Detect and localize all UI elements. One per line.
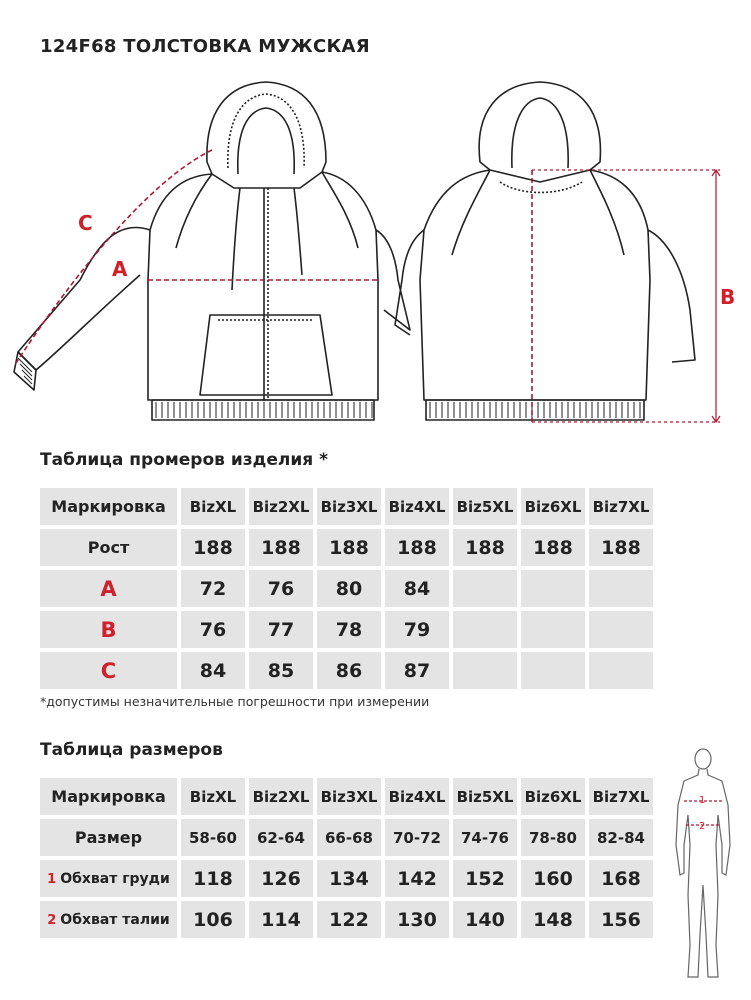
size-cell: Biz2XL — [249, 488, 313, 525]
size-cell: Biz3XL — [317, 488, 381, 525]
back-body — [420, 170, 650, 400]
value-cell: 85 — [249, 652, 313, 689]
size-cell: Biz4XL — [385, 778, 449, 815]
size-cell: BizXL — [181, 488, 245, 525]
front-body — [148, 172, 378, 400]
size-cell: Biz6XL — [521, 778, 585, 815]
table-row — [40, 529, 653, 566]
table-row — [40, 819, 653, 856]
value-cell: 188 — [249, 529, 313, 566]
table-row — [40, 611, 653, 648]
back-waistband — [426, 400, 644, 420]
value-cell: 188 — [589, 529, 653, 566]
value-cell: 86 — [317, 652, 381, 689]
body-figure-illustration — [668, 745, 738, 985]
value-cell: 188 — [521, 529, 585, 566]
value-cell: 188 — [317, 529, 381, 566]
size-cell: Biz4XL — [385, 488, 449, 525]
front-pocket — [200, 315, 332, 395]
value-cell: 122 — [317, 901, 381, 938]
value-cell: 82-84 — [589, 819, 653, 856]
figure-mark-2: 2 — [699, 821, 706, 832]
value-cell: 78-80 — [521, 819, 585, 856]
header-label: Маркировка — [40, 488, 177, 525]
size-cell: Biz5XL — [453, 488, 517, 525]
value-cell: 79 — [385, 611, 449, 648]
value-cell: 76 — [249, 570, 313, 607]
measure-table-heading: Таблица промеров изделия * — [40, 450, 328, 470]
row-label: C — [40, 652, 177, 689]
value-cell — [521, 652, 585, 689]
value-cell — [589, 611, 653, 648]
measure-table — [36, 484, 657, 693]
value-cell: 130 — [385, 901, 449, 938]
value-cell: 188 — [181, 529, 245, 566]
size-cell: Biz7XL — [589, 778, 653, 815]
table-row — [40, 570, 653, 607]
size-cell: BizXL — [181, 778, 245, 815]
chest-label: Обхват груди — [60, 870, 170, 887]
value-cell: 58-60 — [181, 819, 245, 856]
measure-header-row — [40, 488, 653, 525]
value-cell — [589, 652, 653, 689]
row-label: Размер — [40, 819, 177, 856]
value-cell: 140 — [453, 901, 517, 938]
value-cell: 188 — [453, 529, 517, 566]
page-title: 124F68 ТОЛСТОВКА МУЖСКАЯ — [40, 36, 370, 57]
front-hood — [207, 82, 326, 188]
value-cell: 106 — [181, 901, 245, 938]
header-label: Маркировка — [40, 778, 177, 815]
value-cell: 66-68 — [317, 819, 381, 856]
value-cell: 148 — [521, 901, 585, 938]
measurement-note: *допустимы незначительные погрешности при измерении — [40, 694, 430, 709]
size-cell: Biz7XL — [589, 488, 653, 525]
front-right-sleeve — [376, 230, 410, 330]
size-cell: Biz5XL — [453, 778, 517, 815]
front-left-sleeve — [18, 227, 150, 370]
value-cell: 142 — [385, 860, 449, 897]
value-cell: 152 — [453, 860, 517, 897]
row-label: B — [40, 611, 177, 648]
value-cell: 78 — [317, 611, 381, 648]
size-cell: Biz3XL — [317, 778, 381, 815]
value-cell — [521, 570, 585, 607]
table-row — [40, 652, 653, 689]
row-label: Рост — [40, 529, 177, 566]
value-cell: 134 — [317, 860, 381, 897]
value-cell: 76 — [181, 611, 245, 648]
size-cell: Biz6XL — [521, 488, 585, 525]
size-header-row — [40, 778, 653, 815]
row-label-waist — [40, 901, 177, 938]
value-cell — [453, 652, 517, 689]
label-a: A — [112, 257, 128, 281]
size-table-heading: Таблица размеров — [40, 740, 223, 760]
value-cell: 118 — [181, 860, 245, 897]
table-row — [40, 901, 653, 938]
table-row — [40, 860, 653, 897]
label-c: C — [78, 211, 93, 235]
value-cell — [589, 570, 653, 607]
chest-number: 1 — [47, 871, 57, 887]
front-waistband — [152, 400, 374, 420]
value-cell — [453, 611, 517, 648]
value-cell: 126 — [249, 860, 313, 897]
value-cell: 80 — [317, 570, 381, 607]
value-cell: 84 — [181, 652, 245, 689]
waist-label: Обхват талии — [60, 911, 170, 928]
value-cell — [521, 611, 585, 648]
value-cell: 188 — [385, 529, 449, 566]
value-cell: 84 — [385, 570, 449, 607]
value-cell: 74-76 — [453, 819, 517, 856]
value-cell: 62-64 — [249, 819, 313, 856]
value-cell: 160 — [521, 860, 585, 897]
back-hood — [479, 82, 600, 182]
size-table — [36, 774, 657, 942]
value-cell — [453, 570, 517, 607]
waist-number: 2 — [47, 912, 57, 928]
hoodie-illustration — [0, 70, 751, 440]
row-label-chest — [40, 860, 177, 897]
size-cell: Biz2XL — [249, 778, 313, 815]
label-b: B — [720, 285, 736, 309]
value-cell: 77 — [249, 611, 313, 648]
value-cell: 156 — [589, 901, 653, 938]
value-cell: 114 — [249, 901, 313, 938]
figure-mark-1: 1 — [699, 795, 706, 806]
value-cell: 70-72 — [385, 819, 449, 856]
value-cell: 87 — [385, 652, 449, 689]
value-cell: 168 — [589, 860, 653, 897]
row-label: A — [40, 570, 177, 607]
value-cell: 72 — [181, 570, 245, 607]
